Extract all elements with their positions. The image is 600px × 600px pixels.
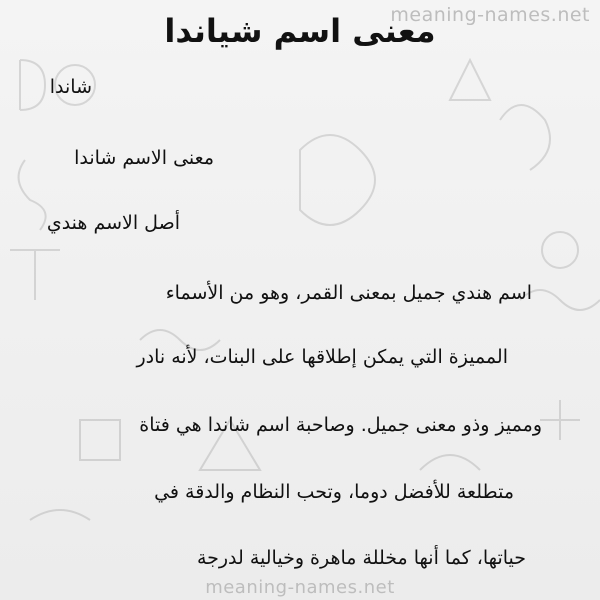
- page-title: معنى اسم شياندا: [164, 12, 436, 50]
- text-line: ومميز وذو معنى جميل. وصاحبة اسم شاندا هي فتاة: [139, 414, 542, 436]
- text-line: حياتها، كما أنها مخللة ماهرة وخيالية لدرجة: [196, 547, 526, 569]
- text-line: المميزة التي يمكن إطلاقها على البنات، لأنه نادر: [136, 346, 508, 368]
- text-line: أصل الاسم هندي: [46, 212, 180, 234]
- text-line: اسم هندي جميل بمعنى القمر، وهو من الأسماء: [165, 282, 532, 304]
- text-line: متطلعة للأفضل دوما، وتحب النظام والدقة في: [154, 481, 514, 503]
- text-line: معنى الاسم شاندا: [74, 147, 214, 169]
- watermark-bottom: meaning-names.net: [205, 577, 395, 598]
- watermark-top: meaning-names.net: [390, 4, 590, 26]
- text-line: شاندا: [49, 76, 92, 98]
